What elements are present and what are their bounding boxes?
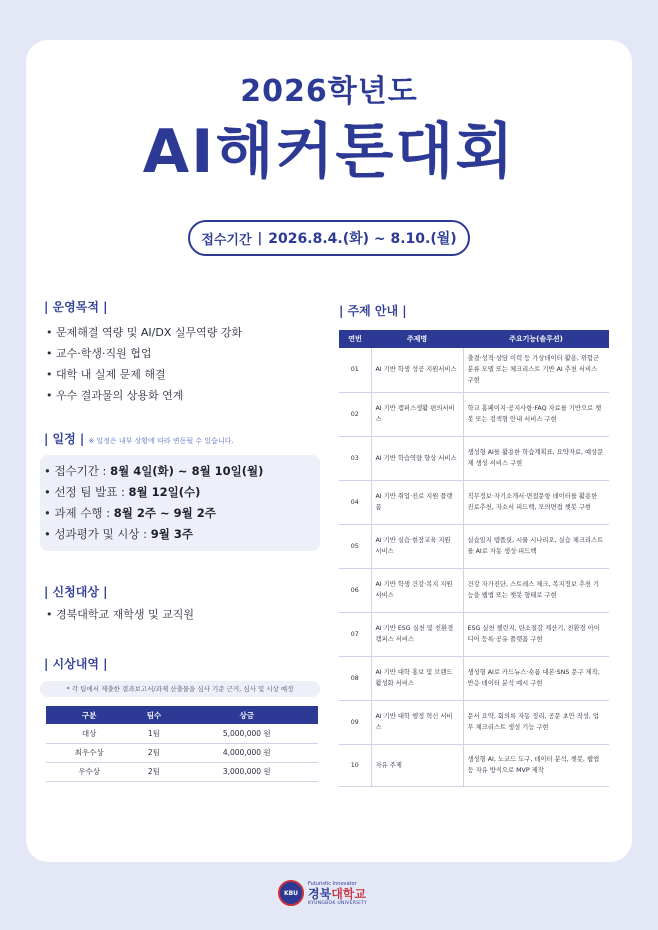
list-item: • 접수기간 : 8월 4일(화) ~ 8월 10일(월) xyxy=(44,461,320,482)
table-row: 03 AI 기반 학습역량 향상 서비스 생성형 AI를 활용한 학습계획표, 요약자료, 예상문제 생성 서비스 구현 xyxy=(339,436,609,480)
topics-section-title: | 주제 안내 | xyxy=(339,304,407,318)
logo-tagline: Futuristic Innovator xyxy=(308,880,357,887)
logo-name-ko: 경북대학교 xyxy=(308,886,366,901)
schedule-section-title xyxy=(44,430,234,447)
topics-table xyxy=(339,330,609,787)
table-row: 우수상 2팀 3,000,000 원 xyxy=(46,762,318,781)
list-item: • 우수 결과물의 상용화 연계 xyxy=(46,385,242,406)
period-separator: | xyxy=(257,230,263,246)
table-header: 주요기능(솔루션) xyxy=(463,330,609,348)
table-row: 대상 1팀 5,000,000 원 xyxy=(46,724,318,743)
schedule-note: ※ 일정은 내부 상황에 따라 변동될 수 있습니다. xyxy=(88,437,234,445)
schedule-box xyxy=(40,455,320,551)
table-header: 팀수 xyxy=(132,706,175,724)
logo-name-en: KYUNGBOK UNIVERSITY xyxy=(308,900,368,906)
period-label: 접수기간 xyxy=(201,232,252,248)
purpose-list xyxy=(46,322,242,406)
table-row: 04 AI 기반 취업·진로 지원 플랫폼 직무정보·자기소개서·면접문항 데이터를 활용한 진로추천, 자소서 피드백, 모의면접 챗봇 구현 xyxy=(339,480,609,524)
period-dates: 2026.8.4.(화) ~ 8.10.(월) xyxy=(268,231,457,247)
list-item: • 경북대학교 재학생 및 교직원 xyxy=(46,604,194,625)
table-header: 구분 xyxy=(46,706,132,724)
eligibility-list xyxy=(46,604,194,625)
schedule-title-text: | 일정 | xyxy=(44,432,85,446)
poster-card xyxy=(26,40,632,862)
list-item: • 선정 팀 발표 : 8월 12일(수) xyxy=(44,482,320,503)
table-row: 02 AI 기반 캠퍼스생활 편의서비스 학교 홈페이지·공지사항·FAQ 자료를 기반으로 챗봇 또는 검색형 안내 서비스 구현 xyxy=(339,392,609,436)
list-item: • 과제 수행 : 8월 2주 ~ 9월 2주 xyxy=(44,503,320,524)
list-item: • 문제해결 역량 및 AI/DX 실무역량 강화 xyxy=(46,322,242,343)
list-item: • 대학 내 실제 문제 해결 xyxy=(46,364,242,385)
table-row: 08 AI 기반 대학 홍보 및 브랜드 활성화 서비스 생성형 AI로 카드뉴스·숏폼 대본·SNS 문구 제작, 반응 데이터 분석 예시 구현 xyxy=(339,656,609,700)
application-period-badge xyxy=(188,220,470,256)
table-row: 05 AI 기반 실습·현장교육 지원 서비스 실습일지 템플릿, 시뮬 시나리오, 실습 체크리스트를 AI로 자동 생성·피드백 xyxy=(339,524,609,568)
table-row: 09 AI 기반 대학 행정 혁신 서비스 문서 요약, 회의록 자동 정리, 공문 초안 작성, 업무 체크리스트 생성 기능 구현 xyxy=(339,700,609,744)
table-row: 01 AI 기반 학생 성공 지원서비스 출결·성적·상담 이력 등 가상데이터 활용, 위험군 분류 모델 또는 체크리스트 기반 AI 추천 서비스 구현 xyxy=(339,348,609,392)
table-header: 연번 xyxy=(339,330,371,348)
university-logo xyxy=(278,880,367,906)
table-row: 최우수상 2팀 4,000,000 원 xyxy=(46,743,318,762)
list-item: • 교수·학생·직원 협업 xyxy=(46,343,242,364)
awards-section-title: | 시상내역 | xyxy=(44,657,108,671)
awards-table xyxy=(46,706,318,782)
university-emblem-icon: KBU xyxy=(278,880,304,906)
eligibility-section-title: | 신청대상 | xyxy=(44,585,108,599)
purpose-section-title: | 운영목적 | xyxy=(44,300,108,314)
table-row: 10 자유 주제 생성형 AI, 노코드 도구, 데이터 분석, 챗봇, 웹앱 등 자유 방식으로 MVP 제작 xyxy=(339,744,609,786)
awards-note: * 각 팀에서 제출한 결과보고서/과제 산출물을 심사 기준 근거, 심사 및 시상 예정 xyxy=(40,681,320,697)
table-header: 주제명 xyxy=(371,330,463,348)
table-row: 07 AI 기반 ESG 실천 및 친환경 캠퍼스 서비스 ESG 실천 챌린지, 탄소절감 계산기, 친환경 아이디어 등록·공유 플랫폼 구현 xyxy=(339,612,609,656)
list-item: • 성과평가 및 시상 : 9월 3주 xyxy=(44,524,320,545)
table-row: 06 AI 기반 학생 건강·복지 지원 서비스 건강 자가진단, 스트레스 체크, 복지정보 추천 기능을 웹앱 또는 챗봇 형태로 구현 xyxy=(339,568,609,612)
table-header: 상금 xyxy=(176,706,318,724)
page-title: AI해커톤대회 xyxy=(142,117,516,187)
event-year: 2026학년도 xyxy=(240,74,418,109)
